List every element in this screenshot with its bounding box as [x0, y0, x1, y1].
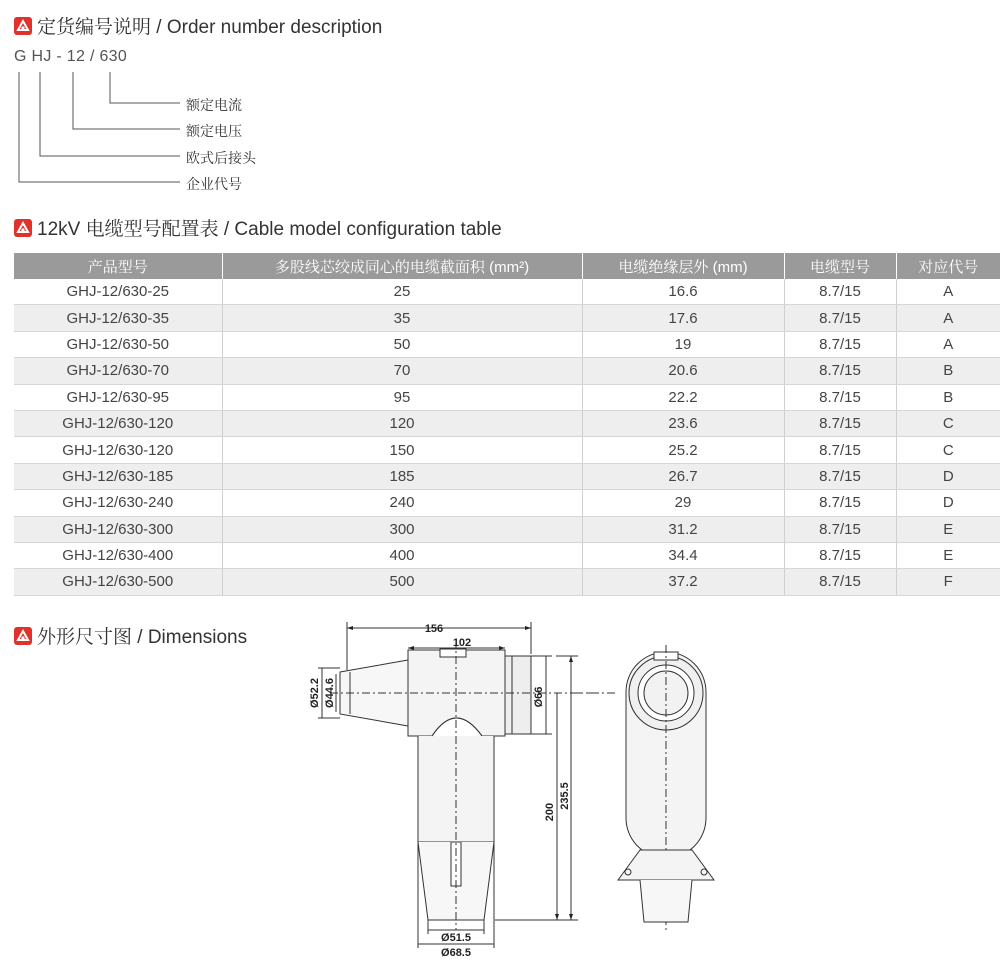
table-cell: 300 — [222, 516, 582, 542]
table-cell: 22.2 — [582, 384, 784, 410]
table-cell: 34.4 — [582, 542, 784, 568]
table-cell: GHJ-12/630-50 — [14, 331, 222, 357]
table-cell: 8.7/15 — [784, 437, 896, 463]
table-cell: GHJ-12/630-300 — [14, 516, 222, 542]
table-cell: B — [896, 358, 1000, 384]
dim-height-235: 235.5 — [559, 782, 571, 810]
table-cell: C — [896, 410, 1000, 436]
stem — [418, 736, 494, 846]
dimensions-section-heading — [14, 622, 247, 649]
order-section-title: 定货编号说明 / Order number description — [37, 17, 383, 38]
table-header-row — [14, 253, 1000, 279]
dim-total-width: 156 — [424, 623, 444, 635]
right-cylinder — [505, 656, 531, 734]
header-cell: 多股线芯绞成同心的电缆截面积 (mm²) — [222, 253, 582, 279]
table-row — [14, 463, 1000, 489]
table-cell: 16.6 — [582, 279, 784, 305]
table-cell: 19 — [582, 331, 784, 357]
code-part: 630 — [99, 48, 128, 65]
table-row — [14, 542, 1000, 568]
table-cell: 8.7/15 — [784, 410, 896, 436]
header-cell: 产品型号 — [14, 253, 222, 279]
side-flange — [618, 850, 714, 880]
table-cell: 185 — [222, 463, 582, 489]
dimensions-section-title: 外形尺寸图 / Dimensions — [37, 627, 248, 648]
table-cell: 8.7/15 — [784, 384, 896, 410]
table-cell: 8.7/15 — [784, 490, 896, 516]
table-cell: 150 — [222, 437, 582, 463]
bottom-cone — [418, 842, 494, 920]
table-cell: 8.7/15 — [784, 358, 896, 384]
header-cell: 电缆型号 — [784, 253, 896, 279]
table-cell: 500 — [222, 569, 582, 595]
table-row — [14, 358, 1000, 384]
legend-company-code: 企业代号 — [186, 176, 242, 192]
table-row — [14, 410, 1000, 436]
body-head — [408, 650, 505, 736]
table-cell: GHJ-12/630-120 — [14, 437, 222, 463]
dim-bottom-outer: Ø68.5 — [441, 947, 471, 959]
table-cell: E — [896, 516, 1000, 542]
leader-voltage — [73, 72, 180, 129]
code-part: / — [89, 48, 95, 65]
leader-company — [19, 72, 180, 182]
side-outer-ring — [629, 656, 703, 730]
table-cell: C — [896, 437, 1000, 463]
table-cell: GHJ-12/630-500 — [14, 569, 222, 595]
table-cell: GHJ-12/630-95 — [14, 384, 222, 410]
dim-height-200: 200 — [544, 802, 556, 822]
table-section-title: 12kV 电缆型号配置表 / Cable model configuration table — [37, 219, 502, 240]
left-cone — [340, 660, 408, 726]
leader-current — [110, 72, 180, 103]
table-cell: 8.7/15 — [784, 463, 896, 489]
table-cell: 50 — [222, 331, 582, 357]
table-cell: 8.7/15 — [784, 331, 896, 357]
dim-left-inner: Ø44.6 — [324, 678, 336, 708]
code-part: HJ — [31, 48, 52, 65]
table-cell: A — [896, 279, 1000, 305]
table-cell: GHJ-12/630-35 — [14, 305, 222, 331]
legend-rated-voltage: 额定电压 — [186, 123, 242, 139]
table-cell: E — [896, 542, 1000, 568]
table-section-heading — [14, 214, 502, 241]
table-cell: 26.7 — [582, 463, 784, 489]
cable-config-table — [14, 253, 1000, 596]
table-cell: 120 — [222, 410, 582, 436]
table-row — [14, 331, 1000, 357]
dim-cap-width: 102 — [452, 637, 472, 649]
table-cell: 240 — [222, 490, 582, 516]
legend-rated-current: 额定电流 — [186, 97, 242, 113]
table-cell: 8.7/15 — [784, 305, 896, 331]
table-cell: B — [896, 384, 1000, 410]
dim-left-outer: Ø52.2 — [309, 678, 321, 708]
table-cell: 8.7/15 — [784, 542, 896, 568]
table-row — [14, 384, 1000, 410]
code-part: 12 — [66, 48, 86, 65]
table-row — [14, 279, 1000, 305]
table-row — [14, 516, 1000, 542]
table-cell: A — [896, 305, 1000, 331]
table-cell: 25 — [222, 279, 582, 305]
table-cell: D — [896, 490, 1000, 516]
table-cell: 8.7/15 — [784, 569, 896, 595]
table-row — [14, 490, 1000, 516]
code-part: - — [56, 48, 63, 65]
table-cell: 8.7/15 — [784, 279, 896, 305]
legend-connector-type: 欧式后接头 — [186, 150, 256, 166]
table-cell: 25.2 — [582, 437, 784, 463]
table-cell: 31.2 — [582, 516, 784, 542]
table-cell: GHJ-12/630-25 — [14, 279, 222, 305]
code-part: G — [14, 48, 27, 65]
table-cell: 95 — [222, 384, 582, 410]
header-cell: 对应代号 — [896, 253, 1000, 279]
table-cell: D — [896, 463, 1000, 489]
table-cell: 35 — [222, 305, 582, 331]
table-cell: 8.7/15 — [784, 516, 896, 542]
table-cell: F — [896, 569, 1000, 595]
table-cell: 37.2 — [582, 569, 784, 595]
table-cell: GHJ-12/630-240 — [14, 490, 222, 516]
table-cell: 20.6 — [582, 358, 784, 384]
table-cell: 70 — [222, 358, 582, 384]
table-row — [14, 437, 1000, 463]
table-cell: 23.6 — [582, 410, 784, 436]
table-cell: 17.6 — [582, 305, 784, 331]
table-cell: 29 — [582, 490, 784, 516]
table-row — [14, 569, 1000, 595]
table-cell: GHJ-12/630-185 — [14, 463, 222, 489]
table-cell: GHJ-12/630-400 — [14, 542, 222, 568]
table-cell: GHJ-12/630-120 — [14, 410, 222, 436]
header-cell: 电缆绝缘层外 (mm) — [582, 253, 784, 279]
brand-icon — [14, 219, 32, 237]
table-cell: GHJ-12/630-70 — [14, 358, 222, 384]
dim-right-diameter: Ø66 — [533, 686, 545, 708]
brand-icon — [14, 627, 32, 645]
table-row — [14, 305, 1000, 331]
side-body — [626, 652, 706, 858]
table-cell: 400 — [222, 542, 582, 568]
table-cell: A — [896, 331, 1000, 357]
dim-bottom-inner: Ø51.5 — [441, 932, 471, 944]
top-cap — [440, 649, 466, 657]
